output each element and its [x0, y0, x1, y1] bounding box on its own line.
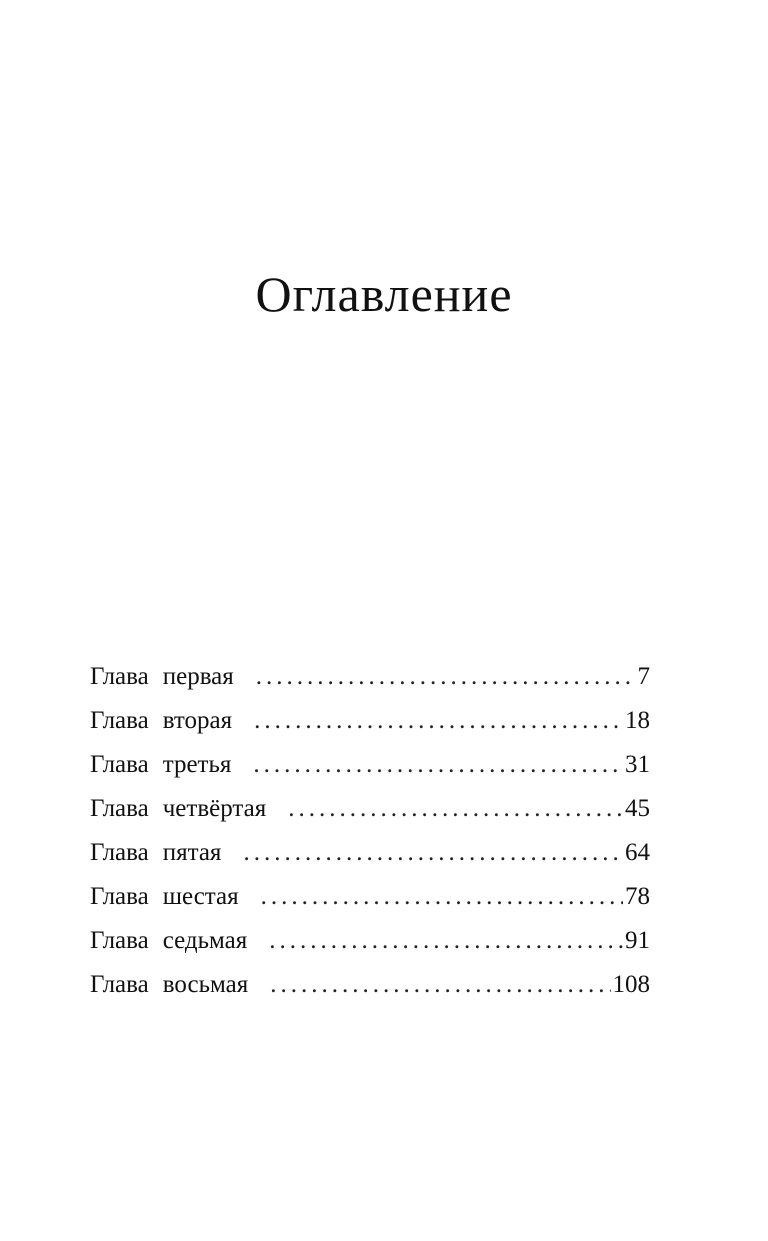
page-number: 78	[625, 883, 650, 910]
page-number: 18	[625, 707, 650, 734]
chapter-name: вторая	[162, 707, 233, 734]
page-number: 31	[625, 751, 650, 778]
chapter-word: Глава	[90, 883, 149, 910]
dot-leader	[261, 875, 623, 919]
toc-entry-chapter-4[interactable]	[90, 787, 650, 831]
chapter-name: восьмая	[162, 971, 249, 998]
dot-leader	[256, 655, 636, 699]
toc-entry-chapter-7[interactable]	[90, 919, 650, 963]
dot-leader	[243, 831, 623, 875]
toc-entry-chapter-1[interactable]	[90, 655, 650, 699]
chapter-name: седьмая	[162, 927, 248, 954]
toc-entry-chapter-2[interactable]	[90, 699, 650, 743]
page-number: 91	[625, 927, 650, 954]
dot-leader	[254, 699, 623, 743]
chapter-word: Глава	[90, 971, 149, 998]
chapter-word: Глава	[90, 927, 149, 954]
chapter-name: первая	[162, 663, 234, 690]
chapter-word: Глава	[90, 663, 149, 690]
toc-entry-chapter-6[interactable]	[90, 875, 650, 919]
page-number: 7	[637, 663, 650, 690]
dot-leader	[269, 919, 623, 963]
toc-entry-chapter-8[interactable]	[90, 963, 650, 1007]
dot-leader	[288, 787, 623, 831]
page-number: 64	[625, 839, 650, 866]
chapter-name: третья	[162, 751, 232, 778]
chapter-word: Глава	[90, 751, 149, 778]
page-title: Оглавление	[255, 266, 513, 322]
chapter-name: четвёртая	[162, 795, 267, 822]
dot-leader	[270, 963, 610, 1007]
toc-entry-chapter-5[interactable]	[90, 831, 650, 875]
dot-leader	[253, 743, 623, 787]
chapter-name: шестая	[162, 883, 239, 910]
page-number: 108	[612, 971, 650, 998]
chapter-word: Глава	[90, 839, 149, 866]
chapter-word: Глава	[90, 707, 149, 734]
toc-entry-chapter-3[interactable]	[90, 743, 650, 787]
page-number: 45	[625, 795, 650, 822]
table-of-contents	[90, 655, 650, 1007]
chapter-name: пятая	[162, 839, 222, 866]
chapter-word: Глава	[90, 795, 149, 822]
